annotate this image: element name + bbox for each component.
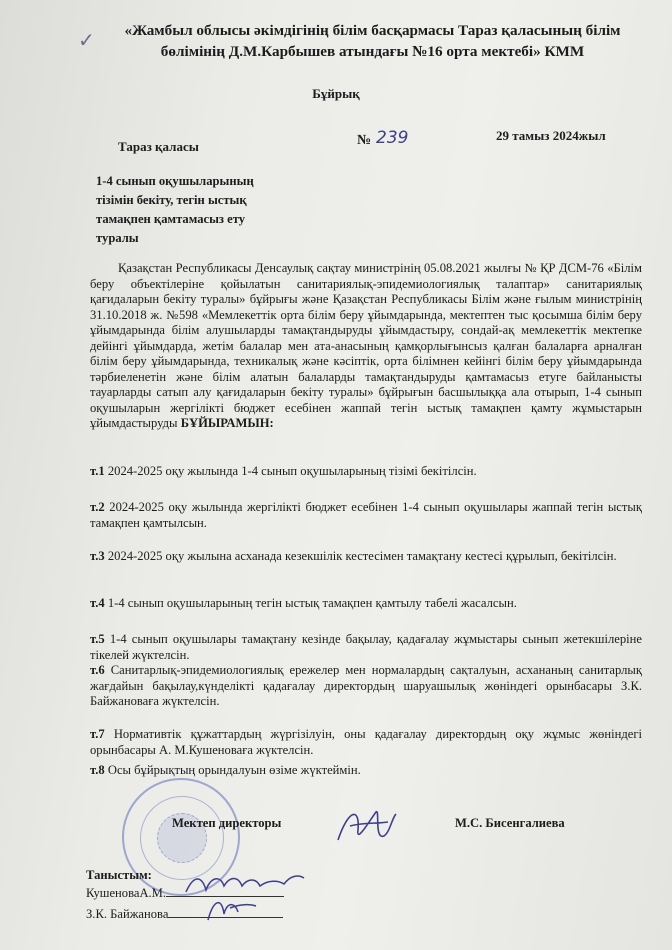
item-text: Нормативтік құжаттардың жүргізілуін, оны қадағалау директордың оқу жұмыс жөніндегі орынбасары А. М.Кушеноваға жүктелсін. [90, 727, 642, 757]
document-title: Бұйрық [312, 86, 360, 101]
item-number: т.5 [90, 632, 105, 646]
familiarized-title: Таныстым: [86, 868, 152, 882]
item-number: т.6 [90, 663, 105, 677]
item-number: т.4 [90, 596, 105, 610]
item-text: 1-4 сынып оқушыларының тегін ыстық тамақпен қамтылу табелі жасалсын. [107, 596, 517, 610]
order-number-handwritten: 239 [376, 128, 409, 148]
item-number: т.3 [90, 549, 105, 563]
item-text: 2024-2025 оқу жылына асханада кезекшілік кестесімен тамақтану кестесі құрылып, бекітілсін. [107, 549, 617, 563]
city-name: Тараз қаласы [118, 139, 199, 154]
item-text: 1-4 сынып оқушылары тамақтану кезінде бақылау, қадағалау жұмыстары сынып жетекшілеріне тікелей жүктелсін. [90, 632, 642, 662]
familiarized-name: КушеноваА.М. [86, 886, 167, 900]
order-number-label: № [357, 133, 372, 148]
preamble-text: Қазақстан Республикасы Денсаулық сақтау министрінің 05.08.2021 жылғы № ҚР ДСМ-76 «Білім беру объектілеріне қойылатын санитариялық-эпидемиологиялық талаптар» санитариялық қағидаларын бекіту туралы» бұйрығы және Қазақстан Республикасы Білім және ғылым министрінің 31.10.2018 ж. №598 «Мемлекеттік орта білім беру ұйымдарында, мектептен тыс қосымша білім беру ұйымдарында білім алушыларды тамақтандыруды ұйымдастыру, сондай-ақ мемлекеттік мектепке дейінгі ұйымдарда, жетім балалар мен ата-анасының қамқорлығынсыз қалған балаларға арналған білім беру ұйымдарында, техникалық және кәсіптік, орта білімнен кейінгі білім беру ұйымдарында тәрбиеленетін және білім алатын балаларды тамақтандыруды қамтамасыз етуге байланысты тауарларды сатып алу қағидаларын бекіту туралы» бұйрығын басшылыққа ала отырып, 1-4 сынып оқушыларын жергілікті бюджет есебінен жаппай тегін ыстық тамақпен қамту жұмыстарын ұйымдастыруды [90, 261, 642, 430]
item-text: Санитарлық-эпидемиологиялық ережелер мен нормалардың сақталуын, асхананың санитарлық жағдайын бақылау,күнделікті қадағалау директордың шаруашылық жөніндегі орынбасары З.К. Байжановаға жүктелсін. [90, 663, 642, 708]
familiarized-name: З.К. Байжанова [86, 907, 169, 921]
item-number: т.7 [90, 727, 105, 741]
order-item-1 [90, 464, 642, 480]
order-item-4 [90, 596, 642, 612]
baizhanova-signature [200, 892, 260, 926]
item-text: 2024-2025 оқу жылында 1-4 сынып оқушыларының тізімі бекітілсін. [107, 464, 477, 478]
order-item-5 [90, 632, 642, 663]
organization-header: «Жамбыл облысы әкімдігінің білім басқармасы Тараз қаласының білім бөлімінің Д.М.Карбышев атындағы №16 орта мектебі» КММ [124, 22, 621, 60]
director-name: М.С. Бисенгалиева [455, 816, 565, 830]
order-item-6 [90, 663, 642, 710]
check-mark: ✓ [78, 30, 95, 52]
item-number: т.1 [90, 464, 105, 478]
order-subject: 1-4 сынып оқушыларының тізімін бекіту, тегін ыстық тамақпен қамтамасыз ету туралы [96, 174, 254, 245]
order-item-3 [90, 549, 642, 565]
director-signature [330, 800, 400, 852]
order-item-7 [90, 727, 642, 758]
item-number: т.8 [90, 763, 105, 777]
signatory-position: Мектеп директоры [172, 816, 282, 830]
order-preamble [90, 261, 642, 432]
item-text: 2024-2025 оқу жылында жергілікті бюджет есебінен 1-4 сынып оқушылары жаппай тегін ыстық тамақпен қамтылсын. [90, 500, 642, 530]
preamble-command: БҰЙЫРАМЫН: [180, 416, 274, 430]
item-text: Осы бұйрықтың орындалуын өзіме жүктеймін. [107, 763, 361, 777]
order-item-2 [90, 500, 642, 531]
order-item-8 [90, 763, 642, 779]
order-date: 29 тамыз 2024жыл [496, 128, 606, 143]
item-number: т.2 [90, 500, 105, 514]
